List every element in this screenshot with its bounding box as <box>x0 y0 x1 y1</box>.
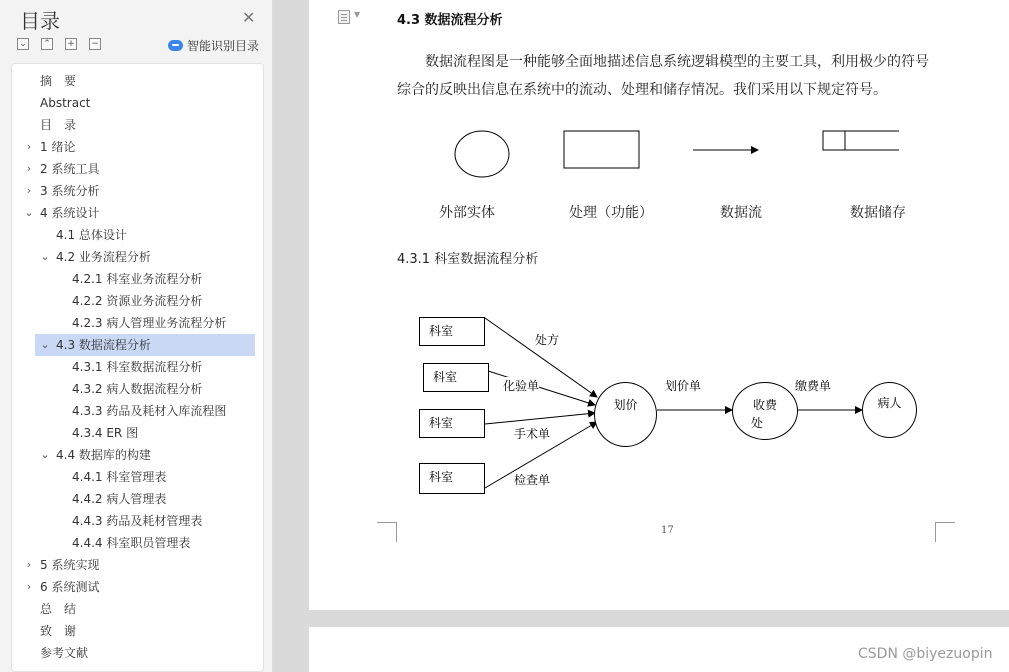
smart-toc-label: 智能识别目录 <box>187 39 260 53</box>
toc-item-label: 参考文献 <box>40 646 89 660</box>
toc-item-label: 摘 要 <box>40 74 77 88</box>
toc-item-label: 4.3 数据流程分析 <box>56 338 151 352</box>
arrow-surgery <box>485 413 595 424</box>
toc-item[interactable] <box>12 202 263 224</box>
chevron-right-icon[interactable]: › <box>26 580 32 593</box>
toc-item-label: 4.2 业务流程分析 <box>56 250 151 264</box>
toc-item-label: 4.4.3 药品及耗材管理表 <box>72 514 203 528</box>
entity-symbol <box>455 131 509 177</box>
toc-item-label: 3 系统分析 <box>40 184 100 198</box>
subsection-heading: 4.3.1 科室数据流程分析 <box>397 252 539 267</box>
chevron-down-icon[interactable]: ⌄ <box>40 250 50 263</box>
pricing-node: 划价 <box>594 382 657 447</box>
dept-box-1: 科室 <box>419 317 485 346</box>
toc-item[interactable] <box>12 312 263 334</box>
toc-item-label: 4.3.2 病人数据流程分析 <box>72 382 203 396</box>
chevron-right-icon[interactable]: › <box>26 140 32 153</box>
toc-item-label: 4.4.4 科室职员管理表 <box>72 536 191 550</box>
chevron-right-icon[interactable]: › <box>26 558 32 571</box>
store-symbol <box>823 131 899 150</box>
toc-item-label: 致 谢 <box>40 624 77 638</box>
toc-item-label: 4.2.1 科室业务流程分析 <box>72 272 203 286</box>
toc-item[interactable] <box>12 532 263 554</box>
cashier-label-line2: 处 <box>750 416 763 430</box>
toc-item[interactable] <box>12 180 263 202</box>
toc-item[interactable] <box>35 334 255 356</box>
toc-item[interactable] <box>12 400 263 422</box>
flow-label: 数据流 <box>720 205 762 221</box>
toc-sidebar <box>0 0 273 672</box>
toc-item-label: Abstract <box>40 96 91 110</box>
arrow-lab <box>485 370 595 405</box>
watermark: CSDN @biyezuopin <box>858 646 993 662</box>
close-icon[interactable]: ✕ <box>242 8 256 27</box>
toc-item[interactable] <box>12 554 263 576</box>
sidebar-title: 目录 <box>20 9 60 33</box>
flow-label-payment: 缴费单 <box>795 379 832 393</box>
page-corner-left <box>377 522 397 542</box>
chevron-down-icon[interactable]: ⌄ <box>40 338 50 351</box>
cashier-label-line1: 收费 <box>752 398 777 412</box>
cloud-icon <box>168 40 183 51</box>
entity-label: 外部实体 <box>439 205 495 221</box>
toc-item-label: 4.2.3 病人管理业务流程分析 <box>72 316 227 330</box>
toc-item[interactable] <box>12 224 263 246</box>
expand-up-icon[interactable]: ⌃ <box>41 38 53 50</box>
toc-item[interactable] <box>12 576 263 598</box>
toc-item[interactable] <box>12 268 263 290</box>
dept-box-3: 科室 <box>419 409 485 438</box>
toc-item-label: 4.2.2 资源业务流程分析 <box>72 294 203 308</box>
chevron-down-icon[interactable]: ⌄ <box>40 448 50 461</box>
toc-item[interactable] <box>12 158 263 180</box>
page-number: 17 <box>661 525 674 536</box>
flow-label-surgery: 手术单 <box>514 427 551 441</box>
toc-item[interactable] <box>12 246 263 268</box>
toc-item[interactable] <box>12 70 263 92</box>
flow-label-exam: 检查单 <box>514 473 551 487</box>
chevron-right-icon[interactable]: › <box>26 184 32 197</box>
toc-item-label: 目 录 <box>40 118 77 132</box>
arrow-prescription <box>485 318 597 397</box>
toc-item[interactable] <box>12 598 263 620</box>
page-menu-caret-icon[interactable]: ▼ <box>354 10 361 19</box>
toc-item[interactable] <box>12 422 263 444</box>
toc-item[interactable] <box>12 620 263 642</box>
add-heading-icon[interactable]: + <box>65 38 77 50</box>
toc-item-label: 2 系统工具 <box>40 162 100 176</box>
toc-item[interactable] <box>12 466 263 488</box>
dept-box-2: 科室 <box>423 363 489 392</box>
toc-item-label: 4.3.3 药品及耗材入库流程图 <box>72 404 227 418</box>
toc-item[interactable] <box>12 378 263 400</box>
toc-item[interactable] <box>12 136 263 158</box>
document-area[interactable] <box>273 0 1009 672</box>
toc-item-label: 1 绪论 <box>40 140 76 154</box>
toc-item[interactable] <box>12 114 263 136</box>
toc-item-label: 4 系统设计 <box>40 206 100 220</box>
toc-item-label: 6 系统测试 <box>40 580 100 594</box>
dept-box-4: 科室 <box>419 463 485 494</box>
toc-item[interactable] <box>12 356 263 378</box>
flow-label-lab: 化验单 <box>503 379 540 393</box>
process-label: 处理（功能） <box>569 205 653 221</box>
process-symbol <box>564 131 639 168</box>
document-page[interactable] <box>309 0 1009 610</box>
toc-item[interactable] <box>12 92 263 114</box>
cashier-node <box>732 382 798 440</box>
remove-heading-icon[interactable]: − <box>89 38 101 50</box>
patient-node: 病人 <box>862 382 917 438</box>
section-heading: 4.3 数据流程分析 <box>397 13 503 28</box>
store-label: 数据储存 <box>850 205 906 221</box>
toc-panel <box>11 63 264 672</box>
chevron-down-icon[interactable]: ⌄ <box>24 206 34 219</box>
flow-label-price: 划价单 <box>665 379 702 393</box>
toc-item-label: 总 结 <box>40 602 77 616</box>
toc-item-label: 5 系统实现 <box>40 558 100 572</box>
toc-item-label: 4.4.1 科室管理表 <box>72 470 167 484</box>
toc-item[interactable] <box>12 290 263 312</box>
collapse-all-icon[interactable]: ⌄ <box>17 38 29 50</box>
toc-item[interactable] <box>12 642 263 664</box>
toc-item[interactable] <box>12 488 263 510</box>
toc-item-label: 4.3.1 科室数据流程分析 <box>72 360 203 374</box>
paragraph-line-2: 综合的反映出信息在系统中的流动、处理和储存情况。我们采用以下规定符号。 <box>397 82 887 98</box>
paragraph-line-1: 数据流程图是一种能够全面地描述信息系统逻辑模型的主要工具，利用极少的符号 <box>425 54 929 70</box>
toc-list <box>12 70 263 664</box>
toc-item[interactable] <box>12 510 263 532</box>
toc-item-label: 4.3.4 ER 图 <box>72 426 139 440</box>
toc-item-label: 4.4.2 病人管理表 <box>72 492 167 506</box>
chevron-right-icon[interactable]: › <box>26 162 32 175</box>
flow-label-prescription: 处方 <box>535 333 560 347</box>
toc-item[interactable] <box>12 444 263 466</box>
toc-item-label: 4.1 总体设计 <box>56 228 127 242</box>
smart-toc-button[interactable] <box>168 37 259 54</box>
toc-item-label: 4.4 数据库的构建 <box>56 448 151 462</box>
page-corner-right <box>935 522 955 542</box>
